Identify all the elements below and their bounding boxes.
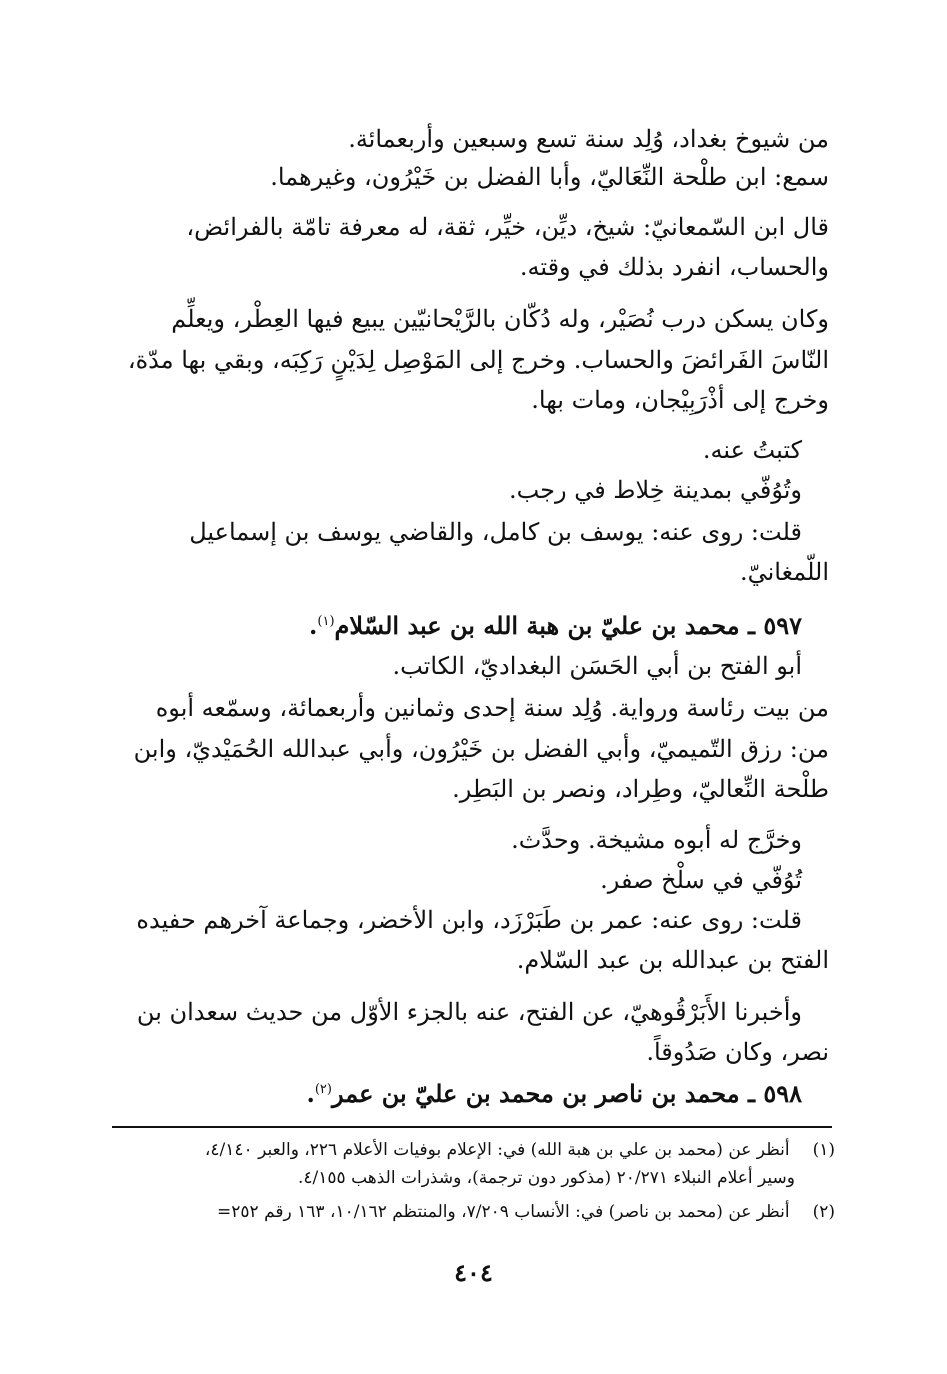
text-line: قلت: روى عنه: عمر بن طَبَرْزَد، وابن الأخضر، وجماعة آخرهم حفيده xyxy=(136,906,802,934)
text-line: طلْحة النِّعاليّ، وطِراد، ونصر بن البَطِر. xyxy=(452,775,829,803)
text-line: سمع: ابن طلْحة النِّعَاليّ، وأبا الفضل بن خَيْرُون، وغيرهما. xyxy=(270,163,829,191)
period: . xyxy=(309,611,318,640)
text-line: من: رزق التّميميّ، وأبي الفضل بن خَيْرُون، وأبي عبدالله الحُمَيْديّ، وابن xyxy=(133,735,829,763)
text-line: نصر، وكان صَدُوقاً. xyxy=(646,1038,829,1066)
text-line: تُوُفّي في سلْخ صفر. xyxy=(600,866,802,894)
footnote-divider xyxy=(112,1126,832,1128)
text-line: قلت: روى عنه: يوسف بن كامل، والقاضي يوسف بن إسماعيل xyxy=(189,518,802,546)
page-number: ٤٠٤ xyxy=(454,1258,493,1287)
text-line: من بيت رئاسة ورواية. وُلِد سنة إحدى وثمانين وأربعمائة، وسمّعه أبوه xyxy=(155,694,829,722)
text-line: اللّمغانيّ. xyxy=(739,558,829,586)
footnote-marker: (١) xyxy=(317,614,335,629)
text-line: أبو الفتح بن أبي الحَسَن البغداديّ، الكاتب. xyxy=(392,652,802,680)
footnote-text: أنظر عن (محمد بن علي بن هبة الله) في: الإعلام بوفيات الأعلام ٢٢٦، والعبر ٤/١٤٠، xyxy=(204,1140,790,1160)
entry-title: ٥٩٨ ـ محمد بن ناصر بن محمد بن عليّ بن عمر xyxy=(331,1079,802,1108)
text-line: وأخبرنا الأَبَرْقُوهيّ، عن الفتح، عنه بالجزء الأوّل من حديث سعدان بن xyxy=(136,998,802,1026)
footnote-number: (١) xyxy=(812,1140,835,1160)
text-line: النّاسَ الفَرائضَ والحساب. وخرج إلى المَوْصِل لِدَيْنٍ رَكِبَه، وبقي بها مدّة، xyxy=(127,346,829,374)
text-line: وخرج إلى أذْرَبِيْجان، ومات بها. xyxy=(531,386,829,414)
text-line: الفتح بن عبدالله بن عبد السّلام. xyxy=(516,946,829,974)
period: . xyxy=(306,1079,315,1108)
entry-title: ٥٩٧ ـ محمد بن عليّ بن هبة الله بن عبد السّلام xyxy=(334,611,802,640)
text-line: وتُوُفّي بمدينة خِلاط في رجب. xyxy=(508,476,802,504)
footnote-number: (٢) xyxy=(812,1202,835,1222)
footnote-1 xyxy=(205,1140,835,1161)
text-line: كتبتُ عنه. xyxy=(702,436,802,464)
text-line: وخرَّج له أبوه مشيخة. وحدَّث. xyxy=(511,826,802,854)
footnote-text: أنظر عن (محمد بن ناصر) في: الأنساب ٧/٢٠٩، والمنتظم ١٠/١٦٢، ١٦٣ رقم ٢٥٢= xyxy=(217,1202,790,1222)
footnote-1-continued: وسير أعلام النبلاء ٢٠/٢٧١ (مذكور دون ترجمة)، وشذرات الذهب ٤/١٥٥. xyxy=(298,1168,795,1188)
text-line: من شيوخ بغداد، وُلِد سنة تسع وسبعين وأربعمائة. xyxy=(348,125,829,153)
text-line: قال ابن السّمعانيّ: شيخ، ديِّن، خيِّر، ثقة، له معرفة تامّة بالفرائض، xyxy=(186,213,829,241)
text-line: والحساب، انفرد بذلك في وقته. xyxy=(519,253,829,281)
text-line: وكان يسكن درب نُصَيْر، وله دُكّان بالرَّيْحانيّين يبيع فيها العِطْر، ويعلِّم xyxy=(171,305,829,333)
entry-heading-597 xyxy=(309,612,802,641)
footnote-2 xyxy=(217,1202,835,1223)
entry-heading-598 xyxy=(306,1080,802,1109)
footnote-marker: (٢) xyxy=(314,1082,332,1097)
